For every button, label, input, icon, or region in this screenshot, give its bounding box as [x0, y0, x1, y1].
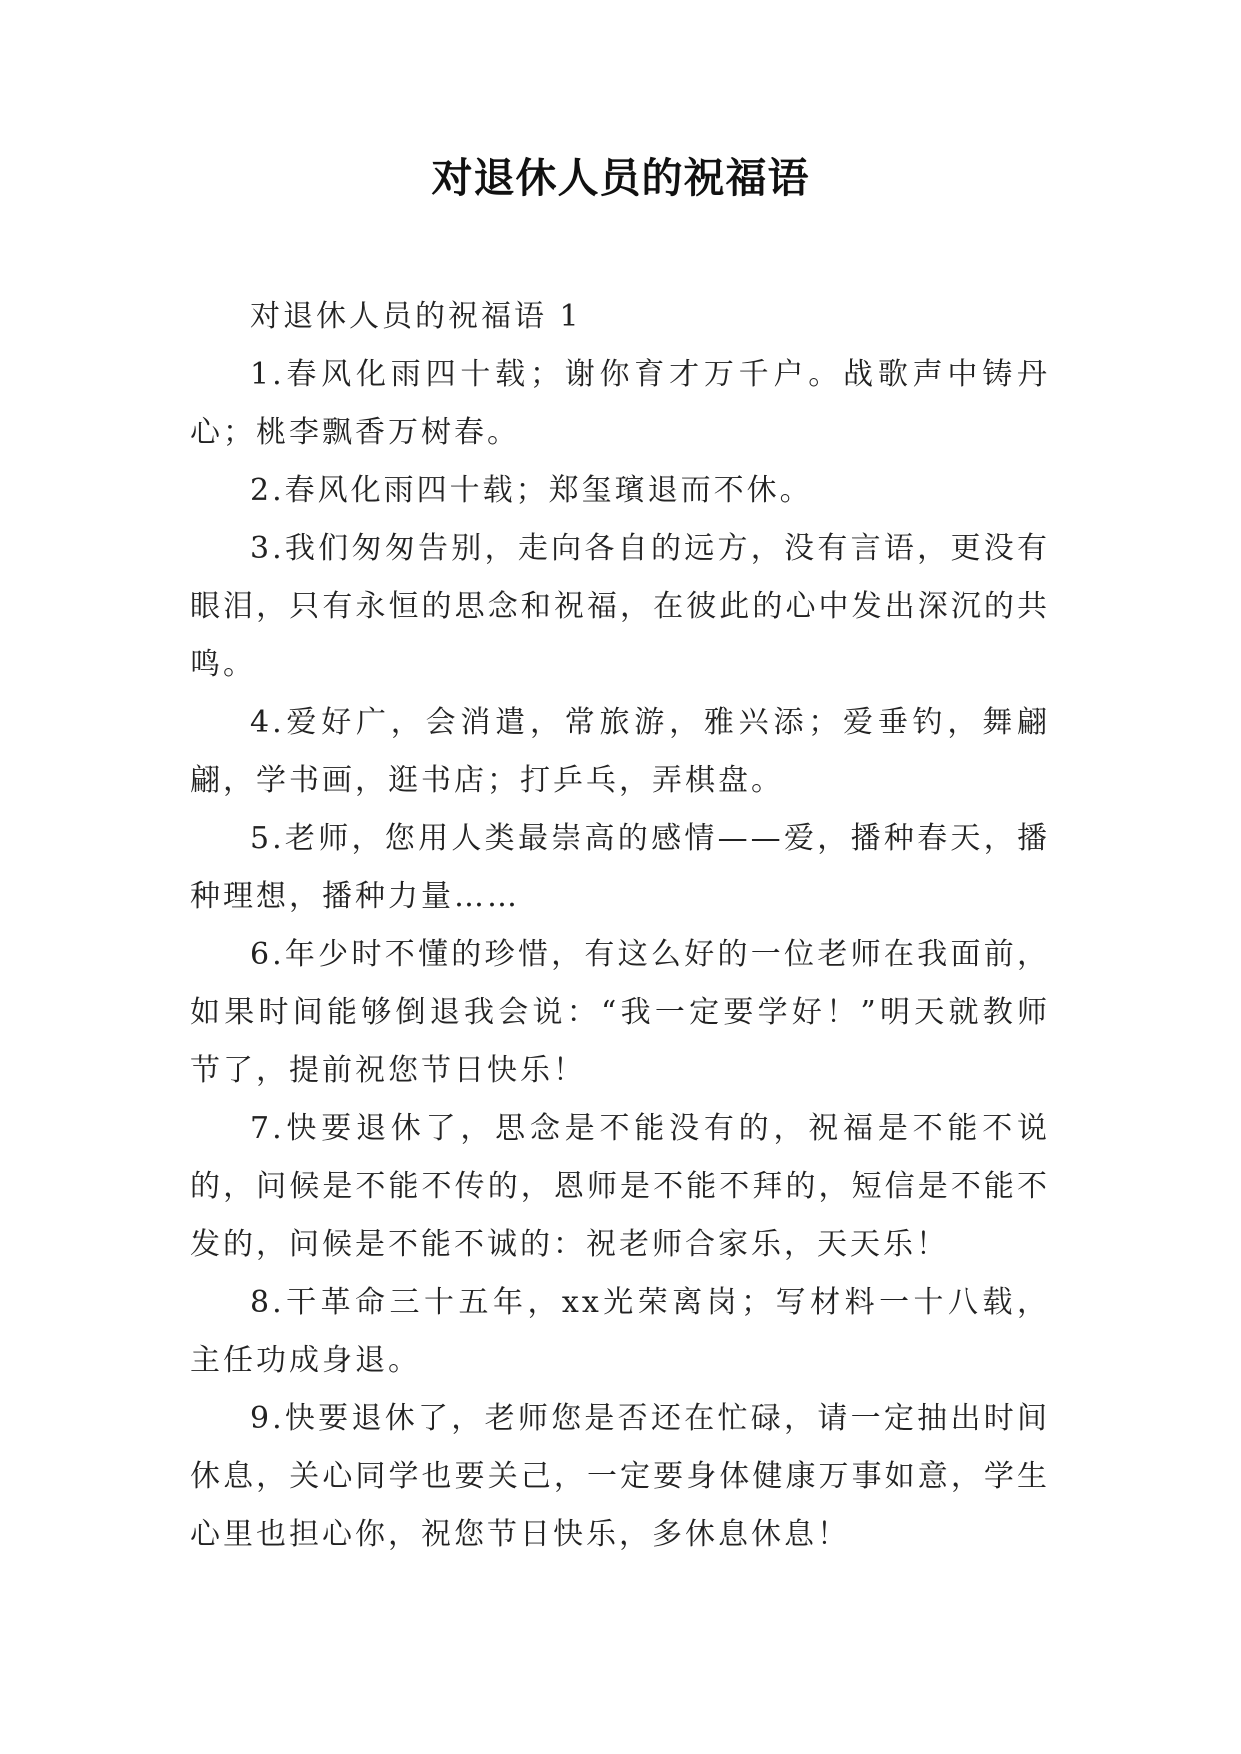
paragraph-7: 7.快要退休了，思念是不能没有的，祝福是不能不说的，问候是不能不传的，恩师是不能不拜的，短信是不能不发的，问候是不能不诚的：祝老师合家乐，天天乐！ [190, 1111, 1050, 1262]
paragraph-6: 6.年少时不懂的珍惜，有这么好的一位老师在我面前，如果时间能够倒退我会说：“我一定要学好！”明天就教师节了，提前祝您节日快乐！ [190, 937, 1050, 1088]
paragraph-3: 3.我们匆匆告别，走向各自的远方，没有言语，更没有眼泪，只有永恒的思念和祝福，在彼此的心中发出深沉的共鸣。 [190, 531, 1050, 682]
document-title: 对退休人员的祝福语 [431, 154, 810, 202]
paragraph-1: 1.春风化雨四十载；谢你育才万千户。战歌声中铸丹心；桃李飘香万树春。 [190, 357, 1050, 450]
section-heading: 对退休人员的祝福语 1 [250, 299, 582, 334]
paragraph-4: 4.爱好广，会消遣，常旅游，雅兴添；爱垂钓，舞翩翩，学书画，逛书店；打乒乓，弄棋盘。 [190, 705, 1050, 798]
paragraph-8: 8.干革命三十五年，xx光荣离岗；写材料一十八载，主任功成身退。 [190, 1285, 1050, 1378]
paragraph-5: 5.老师，您用人类最崇高的感情——爱，播种春天，播种理想，播种力量…… [190, 821, 1050, 914]
document-body [190, 288, 1050, 1564]
paragraph-2: 2.春风化雨四十载；郑玺璸退而不休。 [250, 473, 813, 508]
paragraph-9: 9.快要退休了，老师您是否还在忙碌，请一定抽出时间休息，关心同学也要关己，一定要身体健康万事如意，学生心里也担心你，祝您节日快乐，多休息休息！ [190, 1401, 1050, 1552]
